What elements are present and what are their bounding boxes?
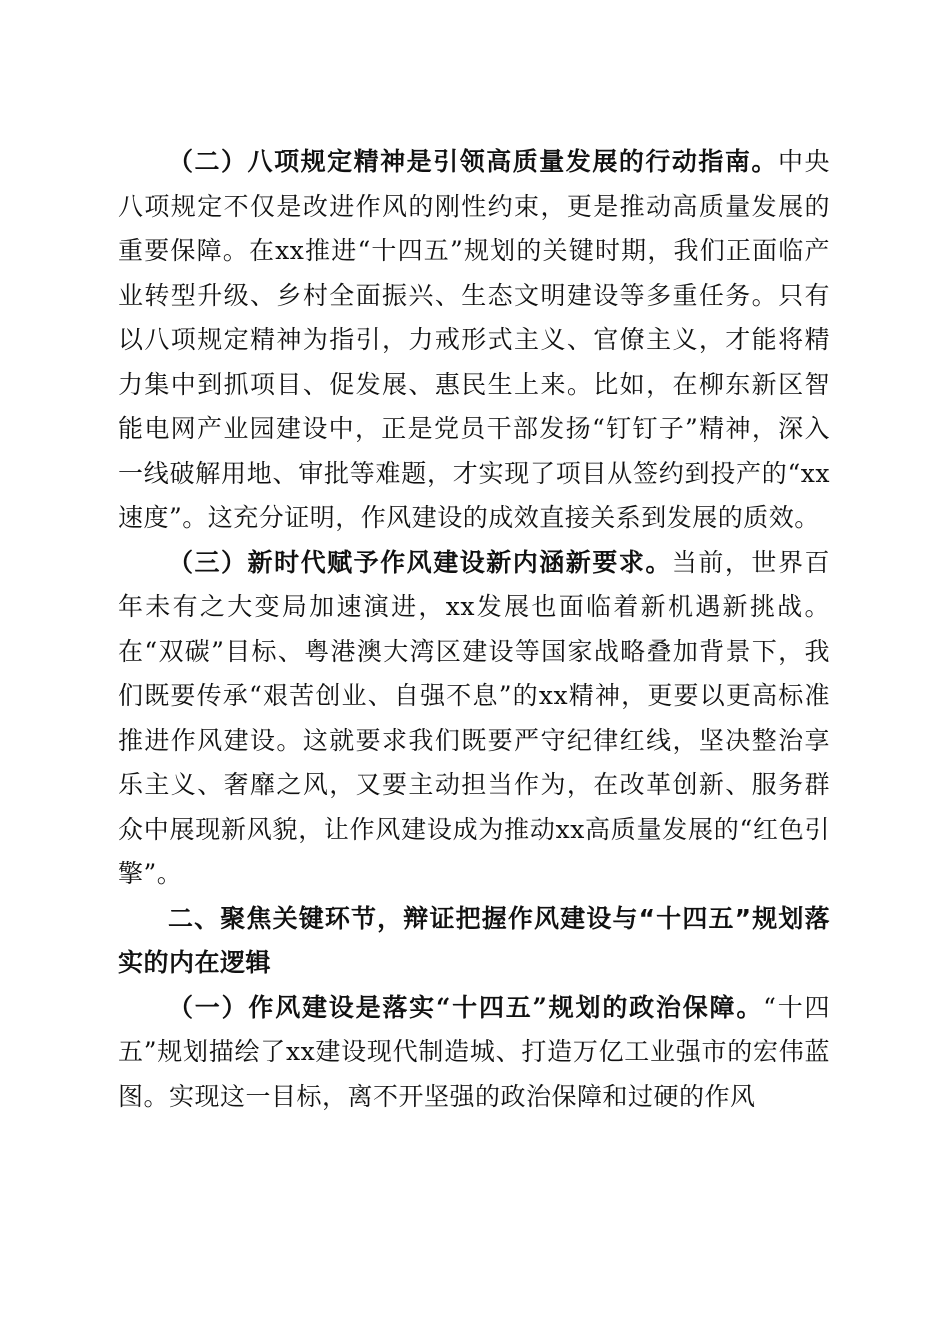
paragraph-2-body: 中央八项规定不仅是改进作风的刚性约束，更是推动高质量发展的重要保障。在xx推进“十四五”规划的关键时期，我们正面临产业转型升级、乡村全面振兴、生态文明建设等多重任务。只有以八项规定精神为指引，力戒形式主义、官僚主义，才能将精力集中到抓项目、促发展、惠民生上来。比如，在柳东新区智能电网产业园建设中，正是党员干部发扬“钉钉子”精神，深入一线破解用地、审批等难题，才实现了项目从签约到投产的“xx速度”。这充分证明，作风建设的成效直接关系到发展的质效。 [118,147,830,532]
paragraph-2-lead: （二）八项规定精神是引领高质量发展的行动指南。 [168,147,778,176]
paragraph-3 [118,541,830,897]
paragraph-2 [118,140,830,541]
paragraph-3-lead: （三）新时代赋予作风建设新内涵新要求。 [168,547,672,577]
paragraph-section-2-1-body: “十四五”规划描绘了xx建设现代制造城、打造万亿工业强市的宏伟蓝图。实现这一目标，离不开坚强的政治保障和过硬的作风 [118,992,831,1111]
section-heading: 二、聚焦关键环节，辩证把握作风建设与“十四五”规划落实的内在逻辑 [118,903,830,977]
paragraph-section-2-1-lead: （一）作风建设是落实“十四五”规划的政治保障。 [168,992,764,1022]
document-page [118,140,830,1119]
paragraph-section-2-1 [118,986,830,1120]
paragraph-3-body: 当前，世界百年未有之大变局加速演进，xx发展也面临着新机遇新挑战。在“双碳”目标、粤港澳大湾区建设等国家战略叠加背景下，我们既要传承“艰苦创业、自强不息”的xx精神，更要以更高标准推进作风建设。这就要求我们既要严守纪律红线，坚决整治享乐主义、奢靡之风，又要主动担当作为，在改革创新、服务群众中展现新风貌，让作风建设成为推动xx高质量发展的“红色引擎”。 [118,547,830,888]
